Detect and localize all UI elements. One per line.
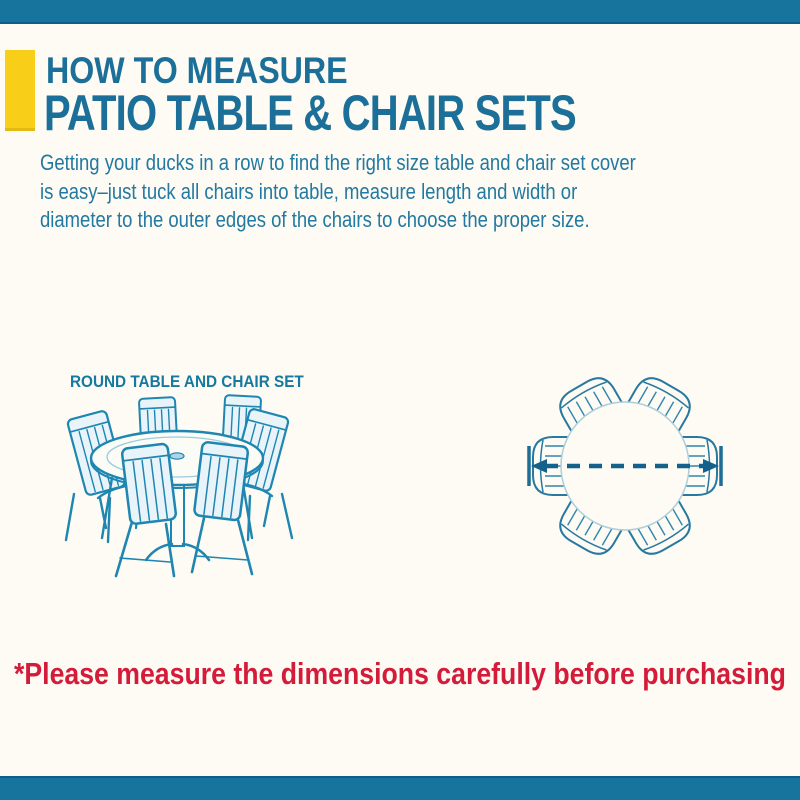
set-label: ROUND TABLE AND CHAIR SET — [70, 372, 304, 391]
round-table-top-view-measurement-illustration — [503, 368, 748, 568]
top-view-table — [561, 402, 689, 530]
purchase-warning-note: *Please measure the dimensions carefully before purchasing — [14, 656, 786, 691]
description-line: diameter to the outer edges of the chairs to choose the proper size. — [40, 207, 590, 232]
top-accent-bar — [0, 0, 800, 24]
bottom-accent-bar — [0, 776, 800, 800]
description-line: is easy–just tuck all chairs into table, measure length and width or — [40, 178, 578, 204]
yellow-accent-block — [5, 50, 35, 131]
description-paragraph — [40, 149, 749, 235]
description-line: Getting your ducks in a row to find the right size table and chair set cover — [40, 150, 636, 175]
page-title: PATIO TABLE & CHAIR SETS — [44, 85, 576, 141]
round-table-chair-set-perspective-illustration — [52, 388, 304, 586]
heading-kicker: HOW TO MEASURE — [46, 50, 348, 91]
